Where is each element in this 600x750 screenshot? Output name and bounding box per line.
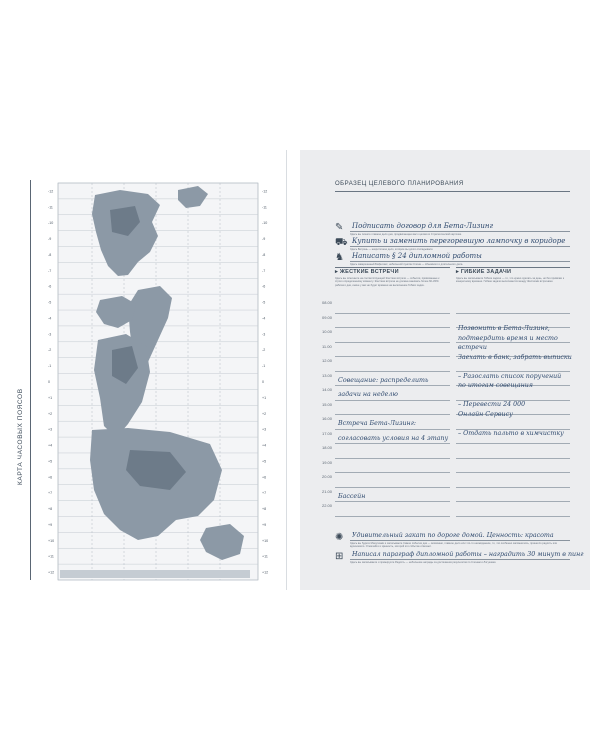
time-slot-label: 18.00 bbox=[322, 445, 333, 450]
tz-label-right: -6 bbox=[262, 284, 266, 289]
hard-row-line bbox=[335, 400, 450, 401]
tz-label-right: +12 bbox=[262, 570, 269, 575]
tz-label-left: -2 bbox=[48, 348, 52, 353]
goal-line bbox=[350, 231, 570, 232]
hard-row-line bbox=[335, 371, 450, 372]
tz-label-left: +11 bbox=[48, 554, 54, 559]
flex-row-line bbox=[456, 516, 570, 517]
hard-col-rule bbox=[335, 267, 450, 268]
goal-line bbox=[350, 246, 570, 247]
footer-line bbox=[350, 540, 570, 541]
tz-label-left: -5 bbox=[48, 300, 52, 305]
tz-label-right: -10 bbox=[262, 221, 268, 226]
tz-label-left: +7 bbox=[48, 491, 53, 496]
spine-title: КАРТА ЧАСОВЫХ ПОЯСОВ bbox=[17, 388, 24, 485]
goal-elephant-note: Здесь завершенный Бифштекс, небольшой пунктик Слона — объемного и длительного дела. bbox=[350, 263, 463, 266]
flex-task-entry: – Перевести 24 000 bbox=[458, 401, 526, 408]
flex-task-entry: Позвонить в Бета-Лизинг, bbox=[458, 325, 550, 332]
time-slot-label: 22.00 bbox=[322, 503, 333, 508]
tz-label-right: +7 bbox=[262, 491, 267, 496]
hard-row-line bbox=[335, 443, 450, 444]
time-slot-label: 17.00 bbox=[322, 430, 333, 436]
tz-label-left: +10 bbox=[48, 538, 55, 543]
flex-row-line bbox=[456, 472, 570, 473]
flex-row-line bbox=[456, 487, 570, 488]
hard-meeting-entry: задачи на неделю bbox=[338, 391, 398, 398]
time-slot-label: 20.00 bbox=[322, 474, 333, 479]
flexible-tasks-title: ▸ ГИБКИЕ ЗАДАЧИ bbox=[456, 269, 512, 275]
flex-task-entry: – Отдать пальто в химчистку bbox=[458, 429, 564, 437]
time-slot-label: 12.00 bbox=[322, 358, 333, 363]
flex-task-entry: Заехать в банк, забрать выписки bbox=[458, 353, 572, 361]
hard-row-line bbox=[335, 327, 450, 328]
tz-label-right: +5 bbox=[262, 459, 267, 464]
hard-meeting-entry: Бассейн bbox=[338, 492, 366, 500]
tz-label-right: -5 bbox=[262, 300, 266, 305]
planner-header: ОБРАЗЕЦ ЦЕЛЕВОГО ПЛАНИРОВАНИЯ bbox=[335, 181, 464, 187]
hard-row-line bbox=[335, 385, 450, 386]
tz-label-left: +8 bbox=[48, 507, 53, 512]
tz-label-left: +6 bbox=[48, 475, 53, 480]
tz-label-left: -7 bbox=[48, 268, 52, 273]
flex-row-line bbox=[456, 313, 570, 314]
footer-event-note: Здесь вы будете Минутками и записываете Самое событие дня — возможно, главное дело или что-то неожиданное, то, что особенно запомнилось, принесло радость или вдохновило. Отмечайте и Ценность, которой это событие отвечает. bbox=[350, 542, 558, 549]
hard-row-line bbox=[335, 472, 450, 473]
footer-reward-text: Написал параграф дипломной работы – наградить 30 минут в пинг bbox=[352, 551, 584, 558]
tz-label-right: -2 bbox=[262, 348, 266, 353]
tz-label-left: -10 bbox=[48, 221, 54, 226]
flex-task-entry: – Разослать список поручений bbox=[458, 372, 562, 380]
flex-task-entry: встречи bbox=[458, 344, 487, 351]
time-slot-label: 19.00 bbox=[322, 459, 333, 465]
hard-row-line bbox=[335, 313, 450, 314]
hard-meeting-entry: согласовать условия на 4 этапу bbox=[338, 434, 449, 442]
hard-row-line bbox=[335, 458, 450, 459]
tz-label-right: +10 bbox=[262, 538, 269, 543]
tz-label-left: 0 bbox=[48, 380, 50, 384]
hard-row-line bbox=[335, 516, 450, 517]
flex-task-entry: Онлайн Сервису bbox=[458, 410, 513, 418]
tz-label-right: -1 bbox=[262, 364, 266, 369]
tz-label-right: +3 bbox=[262, 427, 267, 432]
time-slot-label: 14.00 bbox=[322, 387, 333, 392]
tz-label-left: +4 bbox=[48, 443, 53, 448]
tz-label-left: -6 bbox=[48, 284, 52, 289]
hard-row-line bbox=[335, 414, 450, 415]
time-slot-label: 16.00 bbox=[322, 416, 333, 421]
footer-event-text: Удивительный закат по дороге домой. Ценность: красота bbox=[352, 532, 554, 539]
time-slot-label: 10.00 bbox=[322, 329, 333, 334]
hard-row-line bbox=[335, 342, 450, 343]
hard-meetings-desc: Здесь вы отмечаете на соответствующей Жесткие встречи — события, привязанные к строго определенному моменту. Жесткая встреча не должна занимать более 60–80% рабочего дня, иначе у вас не будет времени на выполнение Гибких задач. bbox=[335, 277, 440, 287]
pencil-icon: ✎ bbox=[335, 222, 344, 233]
goal-elephant bbox=[335, 252, 570, 266]
time-slot-label: 15.00 bbox=[322, 401, 333, 407]
hard-meeting-entry: Встреча Бета-Лизинг: bbox=[338, 420, 417, 427]
goal-frog-text: Купить и заменить перегоревшую лампочку в коридоре bbox=[352, 237, 566, 245]
flex-row-line bbox=[456, 458, 570, 459]
tz-label-left: -3 bbox=[48, 332, 52, 337]
hard-row-line bbox=[335, 487, 450, 488]
tz-label-left: -8 bbox=[48, 252, 52, 257]
header-rule bbox=[335, 191, 570, 192]
flexible-tasks-desc: Здесь вы записываете Гибкие задачи — то, что нужно сделать за день, но без привязки к конкретному времени. Гибкие задачи выполняются между Жесткими встречами. bbox=[456, 277, 564, 284]
hard-meetings-title-text: ЖЕСТКИЕ ВСТРЕЧИ bbox=[339, 269, 399, 275]
tz-label-right: +2 bbox=[262, 411, 267, 416]
tz-label-right: +8 bbox=[262, 507, 267, 512]
tz-label-right: -9 bbox=[262, 237, 266, 242]
tz-label-left: -4 bbox=[48, 316, 52, 321]
time-slot-label: 21.00 bbox=[322, 488, 333, 494]
flex-col-rule bbox=[456, 267, 570, 268]
tz-label-left: +12 bbox=[48, 570, 55, 575]
hard-row-line bbox=[335, 501, 450, 502]
tz-label-left: +2 bbox=[48, 411, 53, 416]
tz-label-left: -9 bbox=[48, 237, 52, 242]
tz-label-right: 0 bbox=[262, 380, 264, 384]
star-icon: ✺ bbox=[335, 532, 344, 543]
tz-label-left: -12 bbox=[48, 189, 54, 194]
gift-icon: ⊞ bbox=[335, 551, 344, 562]
time-slot-label: 11.00 bbox=[322, 343, 332, 349]
goal-frog-note: Здесь Ветрянь — некритичное дело, которое вы долго откладывали. bbox=[350, 248, 434, 251]
tz-label-left: +1 bbox=[48, 395, 53, 400]
hard-meeting-entry: Совещание: распределить bbox=[338, 376, 429, 384]
antarctica-edge bbox=[60, 570, 250, 578]
goal-elephant-text: Написать § 24 дипломной работы bbox=[352, 252, 482, 260]
flex-task-entry: по итогам совещания bbox=[458, 382, 533, 389]
flex-row-line bbox=[456, 501, 570, 502]
tz-label-right: -11 bbox=[262, 205, 267, 210]
goal-main bbox=[335, 222, 570, 236]
tz-label-right: +1 bbox=[262, 395, 267, 400]
flex-task-entry: подтвердить время и место bbox=[458, 334, 558, 342]
goal-main-note: Здесь вы пишете главное дело дня, продвигающее вас к целям из Стратегической карточки. bbox=[350, 233, 462, 236]
elephant-icon: ♞ bbox=[335, 252, 344, 263]
time-slot-label: 09.00 bbox=[322, 314, 333, 320]
tz-label-left: -11 bbox=[48, 205, 53, 210]
tz-label-left: +5 bbox=[48, 459, 53, 464]
goal-line bbox=[350, 261, 570, 262]
hard-meetings-title: ▸ ЖЕСТКИЕ ВСТРЕЧИ bbox=[335, 269, 399, 275]
flex-row-line bbox=[456, 443, 570, 444]
hard-row-line bbox=[335, 429, 450, 430]
tz-label-right: +11 bbox=[262, 554, 268, 559]
time-slot-label: 08.00 bbox=[322, 300, 333, 305]
tz-label-right: -12 bbox=[262, 189, 268, 194]
tz-label-right: +6 bbox=[262, 475, 267, 480]
hard-row-line bbox=[335, 356, 450, 357]
tz-label-right: -8 bbox=[262, 252, 266, 257]
tz-label-right: -4 bbox=[262, 316, 266, 321]
car-icon: ⛟ bbox=[335, 237, 348, 248]
tz-label-left: +3 bbox=[48, 427, 53, 432]
time-slot-label: 13.00 bbox=[322, 372, 333, 378]
goal-frog bbox=[335, 237, 570, 251]
tz-label-left: +9 bbox=[48, 522, 53, 527]
flexible-tasks-title-text: ГИБКИЕ ЗАДАЧИ bbox=[460, 269, 512, 275]
tz-label-left: -1 bbox=[48, 364, 52, 369]
tz-label-right: +4 bbox=[262, 443, 267, 448]
goal-main-text: Подписать договор для Бета-Лизинг bbox=[352, 222, 493, 230]
footer-reward-note: Здесь вы записываете и премируете Радость — небольшие награды за достижения результатов по Слонам и Лягушкам. bbox=[350, 561, 497, 564]
tz-label-right: -3 bbox=[262, 332, 266, 337]
footer-line bbox=[350, 559, 570, 560]
tz-label-right: -7 bbox=[262, 268, 266, 273]
tz-label-right: +9 bbox=[262, 522, 267, 527]
